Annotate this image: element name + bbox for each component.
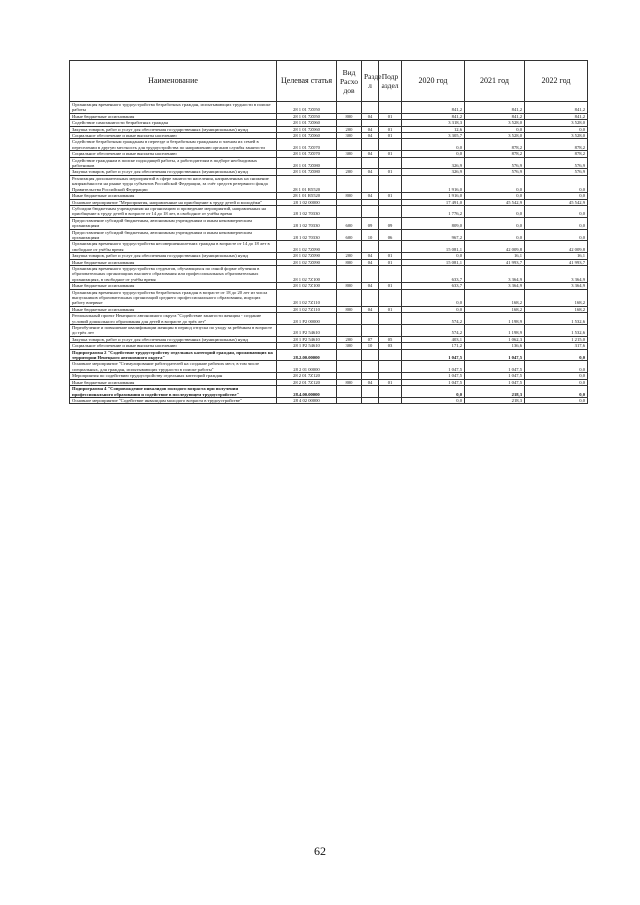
row-target-code: 28 1 02 7Z110 <box>277 306 337 312</box>
row-value-2020: 15 081,1 <box>402 241 465 253</box>
row-podrazdel <box>379 361 402 373</box>
row-value-2020: 403,1 <box>402 336 465 342</box>
row-value-2022: 3 528,0 <box>525 120 588 126</box>
row-value-2020: 574,2 <box>402 313 465 325</box>
row-name: Переобучение и повышение квалификации женщин в период отпуска по уходу за ребёнком в возрасте до трёх лет <box>70 325 277 337</box>
row-target-code: 28 2 01 00000 <box>277 361 337 373</box>
row-value-2021: 1 198,9 <box>465 313 525 325</box>
row-name: Закупка товаров, работ и услуг для обеспечения государственных (муниципальных) нужд <box>70 336 277 342</box>
row-podrazdel: 01 <box>379 259 402 265</box>
row-podrazdel: 01 <box>379 126 402 132</box>
row-value-2021: 576,9 <box>465 157 525 169</box>
row-value-2020: 633,7 <box>402 283 465 289</box>
row-value-2022: 878,2 <box>525 139 588 151</box>
row-razdel: 04 <box>362 253 379 259</box>
row-value-2020: 171,2 <box>402 343 465 349</box>
row-value-2021: 878,2 <box>465 151 525 157</box>
row-value-2021: 576,9 <box>465 169 525 175</box>
row-value-2020: 17 491,0 <box>402 199 465 205</box>
row-value-2020: 1 047,5 <box>402 349 465 361</box>
row-name: Подпрограмма 2 "Содействие трудоустройству отдельных категорий граждан, проживающих на территории Ненецкого автономного округа" <box>70 349 277 361</box>
row-value-2021: 1 062,3 <box>465 336 525 342</box>
table-row <box>70 139 588 151</box>
header-vid: Вид Расхо дов <box>337 61 362 102</box>
row-razdel <box>362 157 379 169</box>
row-name: Иные бюджетные ассигнования <box>70 379 277 385</box>
row-razdel: 04 <box>362 259 379 265</box>
row-razdel <box>362 397 379 403</box>
row-target-code: 28 1 02 00000 <box>277 199 337 205</box>
header-name: Наименование <box>70 61 277 102</box>
row-razdel <box>362 175 379 192</box>
row-razdel <box>362 265 379 282</box>
row-name: Социальное обеспечение и иные выплаты населению <box>70 151 277 157</box>
row-podrazdel: 06 <box>379 229 402 241</box>
row-value-2020: 326,9 <box>402 157 465 169</box>
row-value-2021: 16,1 <box>465 253 525 259</box>
row-value-2022: 42 009,8 <box>525 241 588 253</box>
row-name: Организация временного трудоустройства студентов, обучающихся по очной форме обучения в образовательных организациях высшего образования или профессиональных образовательных организациях, в свободное от учёбы время <box>70 265 277 282</box>
row-target-code: 28 1 02 7Z100 <box>277 265 337 282</box>
table-row <box>70 175 588 192</box>
row-name: Социальное обеспечение и иные выплаты населению <box>70 343 277 349</box>
row-podrazdel: 01 <box>379 306 402 312</box>
table-body <box>70 102 588 404</box>
row-value-2022: 16,1 <box>525 253 588 259</box>
row-podrazdel <box>379 349 402 361</box>
row-razdel: 10 <box>362 343 379 349</box>
row-podrazdel: 01 <box>379 169 402 175</box>
row-podrazdel: 01 <box>379 133 402 139</box>
row-target-code: 28 1 02 70330 <box>277 217 337 229</box>
row-razdel: 04 <box>362 113 379 119</box>
row-podrazdel <box>379 102 402 114</box>
row-value-2021: 168,2 <box>465 289 525 306</box>
budget-table-sheet <box>69 60 587 404</box>
row-value-2022: 878,2 <box>525 151 588 157</box>
row-vid: 800 <box>337 113 362 119</box>
row-value-2021: 136,6 <box>465 343 525 349</box>
row-podrazdel <box>379 397 402 403</box>
row-name: Иные бюджетные ассигнования <box>70 283 277 289</box>
table-row <box>70 241 588 253</box>
row-value-2021: 0,0 <box>465 193 525 199</box>
row-value-2020: 1 916,0 <box>402 175 465 192</box>
budget-table <box>69 60 588 404</box>
row-podrazdel <box>379 325 402 337</box>
row-razdel: 04 <box>362 126 379 132</box>
row-vid <box>337 397 362 403</box>
row-vid: 200 <box>337 169 362 175</box>
row-value-2020: 15 081,1 <box>402 259 465 265</box>
row-value-2022: 0,0 <box>525 217 588 229</box>
row-value-2022: 0,0 <box>525 373 588 379</box>
row-name: Организация временного трудоустройства несовершеннолетних граждан в возрасте от 14 до 18 лет в свободное от учёбы время <box>70 241 277 253</box>
row-razdel: 04 <box>362 379 379 385</box>
row-value-2021: 45 542,9 <box>465 199 525 205</box>
row-target-code: 28 1 01 7Z080 <box>277 169 337 175</box>
row-name: Закупка товаров, работ и услуг для обеспечения государственных (муниципальных) нужд <box>70 169 277 175</box>
table-row <box>70 265 588 282</box>
header-target: Целевая статья <box>277 61 337 102</box>
row-value-2022: 317,6 <box>525 343 588 349</box>
row-target-code: 28 1 01 R5520 <box>277 193 337 199</box>
row-value-2022: 0,0 <box>525 386 588 398</box>
table-row <box>70 397 588 403</box>
row-value-2020: 1 047,5 <box>402 361 465 373</box>
row-podrazdel <box>379 289 402 306</box>
row-podrazdel: 01 <box>379 379 402 385</box>
row-value-2022: 0,0 <box>525 193 588 199</box>
row-name: Содействие гражданам в поиске подходящей работы, а работодателям в подборе необходимых работников <box>70 157 277 169</box>
row-value-2021: 3 364,9 <box>465 265 525 282</box>
row-value-2022: 0,0 <box>525 205 588 217</box>
row-value-2022: 3 528,0 <box>525 133 588 139</box>
header-2022: 2022 год <box>525 61 588 102</box>
row-razdel: 04 <box>362 133 379 139</box>
row-vid: 200 <box>337 253 362 259</box>
row-value-2020: 633,7 <box>402 265 465 282</box>
row-podrazdel <box>379 241 402 253</box>
row-value-2020: 0,0 <box>402 151 465 157</box>
row-value-2021: 218,3 <box>465 386 525 398</box>
row-value-2022: 0,0 <box>525 361 588 373</box>
row-vid <box>337 139 362 151</box>
row-value-2021: 1 198,9 <box>465 325 525 337</box>
row-vid <box>337 325 362 337</box>
row-target-code: 28 1 02 7Z090 <box>277 259 337 265</box>
row-razdel <box>362 139 379 151</box>
header-razdel: Разде л <box>362 61 379 102</box>
row-value-2020: 0,0 <box>402 253 465 259</box>
row-vid: 600 <box>337 217 362 229</box>
row-vid: 800 <box>337 193 362 199</box>
row-value-2022: 168,2 <box>525 289 588 306</box>
table-row <box>70 102 588 114</box>
row-target-code: 28 1 01 7Z060 <box>277 133 337 139</box>
row-vid: 800 <box>337 306 362 312</box>
row-value-2022: 45 542,9 <box>525 199 588 205</box>
row-podrazdel: 03 <box>379 343 402 349</box>
row-vid: 300 <box>337 151 362 157</box>
row-vid <box>337 157 362 169</box>
row-podrazdel: 05 <box>379 336 402 342</box>
row-razdel <box>362 349 379 361</box>
table-row <box>70 313 588 325</box>
row-name: Региональный проект Ненецкого автономного округа "Содействие занятости женщин - создание условий дошкольного образования для детей в возрасте до трёх лет" <box>70 313 277 325</box>
row-value-2021: 0,0 <box>465 205 525 217</box>
row-value-2022: 1 532,6 <box>525 313 588 325</box>
row-vid <box>337 175 362 192</box>
row-name: Организация временного трудоустройства безработных граждан в возрасте от 18 до 20 лет из числа выпускников образовательных организаций среднего профессионального образования, ищущих работу впервые <box>70 289 277 306</box>
row-value-2021: 841,2 <box>465 113 525 119</box>
row-name: Социальное обеспечение и иные выплаты населению <box>70 133 277 139</box>
row-name: Основное мероприятие "Мероприятия, направленные на приобщение к труду детей и молодёжи" <box>70 199 277 205</box>
row-vid <box>337 349 362 361</box>
row-target-code: 28 1 01 7Z050 <box>277 113 337 119</box>
row-value-2020: 1 916,0 <box>402 193 465 199</box>
row-target-code: 28 1 P2 00000 <box>277 313 337 325</box>
row-podrazdel <box>379 139 402 151</box>
row-target-code: 28 1 01 7Z050 <box>277 102 337 114</box>
row-target-code: 28.2.00.00000 <box>277 349 337 361</box>
row-value-2020: 3 305,7 <box>402 133 465 139</box>
row-target-code: 28 1 01 7Z060 <box>277 126 337 132</box>
row-vid <box>337 361 362 373</box>
row-razdel: 10 <box>362 229 379 241</box>
row-razdel: 04 <box>362 151 379 157</box>
row-value-2020: 1 776,2 <box>402 205 465 217</box>
row-podrazdel <box>379 265 402 282</box>
row-vid <box>337 205 362 217</box>
row-value-2022: 41 993,7 <box>525 259 588 265</box>
row-target-code: 28 1 02 7Z090 <box>277 241 337 253</box>
row-razdel <box>362 386 379 398</box>
row-razdel <box>362 102 379 114</box>
row-name: Иные бюджетные ассигнования <box>70 113 277 119</box>
table-row <box>70 289 588 306</box>
row-value-2021: 218,3 <box>465 397 525 403</box>
row-target-code: 28 1 02 70330 <box>277 229 337 241</box>
row-name: Основное мероприятие "Содействие инвалидам молодого возраста в трудоустройстве" <box>70 397 277 403</box>
row-podrazdel: 01 <box>379 283 402 289</box>
page-number: 62 <box>314 844 326 858</box>
row-value-2020: 0,0 <box>402 289 465 306</box>
row-razdel <box>362 289 379 306</box>
row-podrazdel <box>379 175 402 192</box>
row-value-2021: 841,2 <box>465 102 525 114</box>
row-value-2020: 1 047,5 <box>402 379 465 385</box>
row-podrazdel <box>379 157 402 169</box>
row-name: Мероприятия по содействию трудоустройству отдельных категорий граждан <box>70 373 277 379</box>
row-value-2021: 42 009,8 <box>465 241 525 253</box>
row-value-2020: 326,9 <box>402 169 465 175</box>
row-name: Иные бюджетные ассигнования <box>70 193 277 199</box>
row-target-code: 28 1 01 7Z070 <box>277 139 337 151</box>
row-razdel: 04 <box>362 169 379 175</box>
row-name: Основное мероприятие "Стимулирование работодателей на создание рабочих мест, в том числе специальных, для граждан, испытывающих трудности в поиске работы" <box>70 361 277 373</box>
row-target-code: 28 2 01 7Z120 <box>277 373 337 379</box>
table-row <box>70 229 588 241</box>
header-row <box>70 61 588 102</box>
table-row <box>70 217 588 229</box>
table-row <box>70 325 588 337</box>
row-razdel: 09 <box>362 217 379 229</box>
row-value-2022: 576,9 <box>525 157 588 169</box>
row-value-2022: 1 532,6 <box>525 325 588 337</box>
row-value-2022: 3 364,9 <box>525 265 588 282</box>
header-2020: 2020 год <box>402 61 465 102</box>
row-target-code: 28 1 01 7Z080 <box>277 157 337 169</box>
table-row <box>70 157 588 169</box>
row-value-2021: 1 047,5 <box>465 379 525 385</box>
row-value-2021: 0,0 <box>465 126 525 132</box>
row-value-2021: 1 047,5 <box>465 349 525 361</box>
row-podrazdel: 01 <box>379 193 402 199</box>
table-row <box>70 205 588 217</box>
row-razdel <box>362 241 379 253</box>
row-value-2021: 0,0 <box>465 217 525 229</box>
row-value-2020: 841,2 <box>402 113 465 119</box>
row-target-code: 28 1 02 70330 <box>277 205 337 217</box>
row-value-2021: 3 528,0 <box>465 133 525 139</box>
row-value-2020: 3 318,3 <box>402 120 465 126</box>
row-podrazdel: 01 <box>379 113 402 119</box>
row-target-code: 28 1 P2 54610 <box>277 343 337 349</box>
row-vid: 600 <box>337 229 362 241</box>
row-value-2022: 0,0 <box>525 126 588 132</box>
row-target-code: 28 1 02 7Z100 <box>277 283 337 289</box>
row-name: Реализация дополнительных мероприятий в сфере занятости населения, направленных на снижение напряжённости на рынке труда субъектов Российской Федерации, за счёт средств резервного фонда Правительства Российской Федерации <box>70 175 277 192</box>
row-podrazdel: 01 <box>379 151 402 157</box>
row-value-2022: 1 215,0 <box>525 336 588 342</box>
row-value-2021: 3 528,0 <box>465 120 525 126</box>
row-value-2021: 0,0 <box>465 229 525 241</box>
row-target-code: 28 1 P2 54610 <box>277 336 337 342</box>
row-vid: 800 <box>337 259 362 265</box>
row-value-2021: 41 993,7 <box>465 259 525 265</box>
row-value-2021: 1 047,5 <box>465 361 525 373</box>
row-podrazdel <box>379 205 402 217</box>
row-value-2022: 0,0 <box>525 379 588 385</box>
row-value-2021: 1 047,5 <box>465 373 525 379</box>
row-name: Организация временного трудоустройства безработных граждан, испытывающих трудности в поиске работы <box>70 102 277 114</box>
row-target-code: 28 1 01 R5520 <box>277 175 337 192</box>
row-podrazdel <box>379 313 402 325</box>
row-vid <box>337 386 362 398</box>
row-name: Иные бюджетные ассигнования <box>70 259 277 265</box>
table-row <box>70 386 588 398</box>
row-value-2022: 0,0 <box>525 349 588 361</box>
row-value-2020: 0,0 <box>402 139 465 151</box>
row-name: Субсидии бюджетным учреждениям на организацию и проведение мероприятий, направленных на приобщение к труду детей в возрасте от 14 до 18 лет, в свободное от учёбы время <box>70 205 277 217</box>
row-podrazdel: 09 <box>379 217 402 229</box>
row-razdel: 04 <box>362 193 379 199</box>
row-podrazdel: 01 <box>379 253 402 259</box>
table-row <box>70 349 588 361</box>
row-target-code: 28 4 02 00000 <box>277 397 337 403</box>
row-value-2020: 0,0 <box>402 306 465 312</box>
row-value-2021: 3 364,9 <box>465 283 525 289</box>
row-vid: 300 <box>337 133 362 139</box>
row-name: Содействие безработным гражданам в переезде и безработным гражданам и членам их семей в переселении в другую местность для трудоустройства по направлению органов службы занятости <box>70 139 277 151</box>
header-podrazdel: Подр аздел <box>379 61 402 102</box>
row-razdel: 04 <box>362 283 379 289</box>
row-vid: 300 <box>337 343 362 349</box>
row-vid <box>337 265 362 282</box>
row-value-2022: 841,2 <box>525 113 588 119</box>
row-name: Содействие самозанятости безработных граждан <box>70 120 277 126</box>
row-target-code: 28 1 02 7Z090 <box>277 253 337 259</box>
row-value-2020: 967,2 <box>402 229 465 241</box>
row-value-2022: 0,0 <box>525 175 588 192</box>
row-value-2020: 1 047,5 <box>402 373 465 379</box>
row-value-2021: 0,0 <box>465 175 525 192</box>
row-value-2020: 0,0 <box>402 397 465 403</box>
row-razdel <box>362 325 379 337</box>
row-value-2021: 168,2 <box>465 306 525 312</box>
row-name: Иные бюджетные ассигнования <box>70 306 277 312</box>
row-vid: 200 <box>337 126 362 132</box>
row-target-code: 28 1 01 7Z070 <box>277 151 337 157</box>
row-name: Закупка товаров, работ и услуг для обеспечения государственных (муниципальных) нужд <box>70 126 277 132</box>
row-name: Предоставление субсидий бюджетным, автономным учреждениям и иным некоммерческим организациям <box>70 229 277 241</box>
row-value-2020: 809,0 <box>402 217 465 229</box>
row-vid <box>337 289 362 306</box>
row-value-2022: 0,0 <box>525 397 588 403</box>
row-target-code: 28 1 02 7Z110 <box>277 289 337 306</box>
row-value-2022: 841,2 <box>525 102 588 114</box>
row-target-code: 28 1 P2 54610 <box>277 325 337 337</box>
row-vid <box>337 102 362 114</box>
row-razdel <box>362 205 379 217</box>
row-value-2022: 0,0 <box>525 229 588 241</box>
row-target-code: 28 1 01 7Z060 <box>277 120 337 126</box>
row-value-2022: 168,2 <box>525 306 588 312</box>
row-vid: 800 <box>337 379 362 385</box>
row-razdel <box>362 361 379 373</box>
row-razdel: 07 <box>362 336 379 342</box>
row-name: Предоставление субсидий бюджетным, автономным учреждениям и иным некоммерческим организациям <box>70 217 277 229</box>
row-value-2021: 878,2 <box>465 139 525 151</box>
row-vid: 800 <box>337 283 362 289</box>
row-target-code: 28 2 01 7Z120 <box>277 379 337 385</box>
row-value-2022: 576,9 <box>525 169 588 175</box>
row-value-2022: 3 364,9 <box>525 283 588 289</box>
row-razdel <box>362 313 379 325</box>
row-vid <box>337 313 362 325</box>
row-value-2020: 0,0 <box>402 386 465 398</box>
row-value-2020: 12,6 <box>402 126 465 132</box>
header-2021: 2021 год <box>465 61 525 102</box>
row-vid <box>337 241 362 253</box>
row-razdel: 04 <box>362 306 379 312</box>
row-vid: 200 <box>337 336 362 342</box>
row-podrazdel <box>379 386 402 398</box>
row-value-2020: 841,2 <box>402 102 465 114</box>
row-name: Закупка товаров, работ и услуг для обеспечения государственных (муниципальных) нужд <box>70 253 277 259</box>
row-value-2020: 574,2 <box>402 325 465 337</box>
row-name: Подпрограмма 4 "Сопровождение инвалидов молодого возраста при получении профессионального образования и содействие в последующем трудоустройстве" <box>70 386 277 398</box>
row-target-code: 28.4.00.00000 <box>277 386 337 398</box>
table-row <box>70 361 588 373</box>
